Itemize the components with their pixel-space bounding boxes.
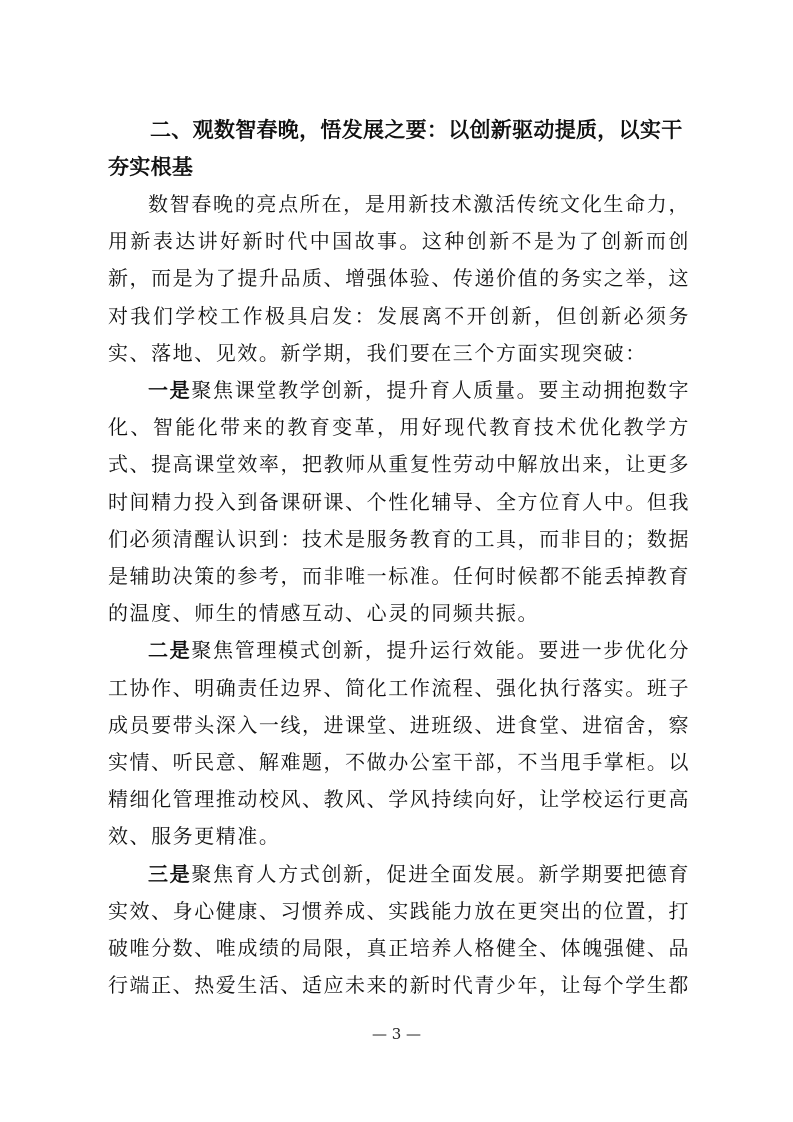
paragraph-lead: 二是 (148, 638, 192, 663)
paragraph-text: 聚焦管理模式创新，提升运行效能。要进一步优化分工协作、明确责任边界、简化工作流程、强化执行落实。班子成员要带头深入一线，进课堂、进班级、进食堂、进宿舍，察实情、听民意、解难题，不做办公室干部，不当甩手掌柜。以精细化管理推动校风、教风、学风持续向好，让学校运行更高效、服务更精准。 (108, 638, 690, 849)
paragraph-point-1 (108, 372, 690, 632)
page-number: — 3 — (371, 1025, 422, 1043)
paragraph-point-3 (108, 856, 690, 1005)
paragraph-text: 聚焦育人方式创新，促进全面发展。新学期要把德育实效、身心健康、习惯养成、实践能力放在更突出的位置，打破唯分数、唯成绩的局限，真正培养人格健全、体魄强健、品行端正、热爱生活、适应未来的新时代青少年，让每个学生都 (108, 861, 690, 998)
paragraph-lead: 三是 (148, 861, 192, 886)
paragraph-text: 数智春晚的亮点所在，是用新技术激活传统文化生命力，用新表达讲好新时代中国故事。这种创新不是为了创新而创新，而是为了提升品质、增强体验、传递价值的务实之举，这对我们学校工作极具启发：发展离不开创新，但创新必须务实、落地、见效。新学期，我们要在三个方面实现突破： (108, 192, 690, 365)
paragraph-point-2 (108, 632, 690, 855)
section-heading: 二、观数智春晚，悟发展之要：以创新驱动提质，以实干夯实根基 (108, 118, 683, 179)
document-body (108, 112, 690, 1004)
paragraph-text: 聚焦课堂教学创新，提升育人质量。要主动拥抱数字化、智能化带来的教育变革，用好现代教育技术优化教学方式、提高课堂效率，把教师从重复性劳动中解放出来，让更多时间精力投入到备课研课、个性化辅导、全方位育人中。但我们必须清醒认识到：技术是服务教育的工具，而非目的；数据是辅助决策的参考，而非唯一标准。任何时候都不能丢掉教育的温度、师生的情感互动、心灵的同频共振。 (108, 378, 690, 626)
paragraph-lead: 一是 (148, 378, 192, 403)
paragraph-intro (108, 186, 690, 372)
